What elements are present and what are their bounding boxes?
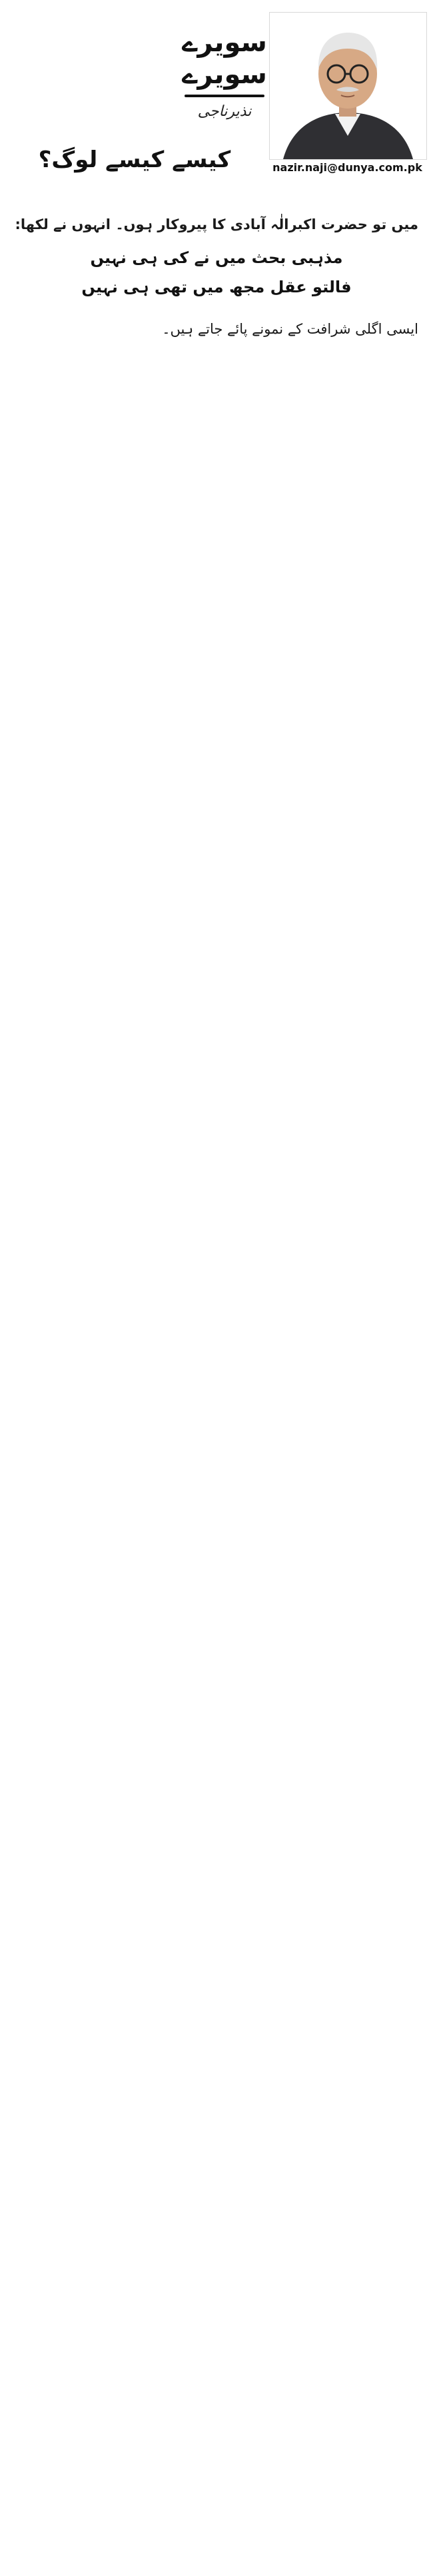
closing-line-2: ایسی اگلی شرافت کے نمونے پائے جاتے ہیں۔ [162, 321, 418, 337]
logo-underline [185, 95, 264, 97]
verse-line-2: فالتو عقل مجھ میں تھی ہی نہیں [81, 278, 352, 296]
verse-block [15, 243, 418, 302]
author-photo-illustration [270, 13, 426, 159]
article-body [15, 212, 418, 342]
author-name: نذیرناجی [197, 103, 252, 120]
closing-block [15, 316, 418, 342]
article-title: کیسے کیسے لوگ؟ [38, 147, 231, 173]
column-logo-title: سویرے سویرے [182, 27, 267, 90]
column-header [15, 12, 422, 212]
verse-line-1: مذہبی بحث میں نے کی ہی نہیں [90, 248, 343, 267]
intro-line: میں تو حضرت اکبرالٰہ آبادی کا پیروکار ہوں۔ انہوں نے لکھا: [15, 216, 418, 232]
column-logo [181, 27, 268, 120]
author-photo [269, 12, 427, 160]
author-email: nazir.naji@dunya.com.pk [272, 161, 422, 174]
